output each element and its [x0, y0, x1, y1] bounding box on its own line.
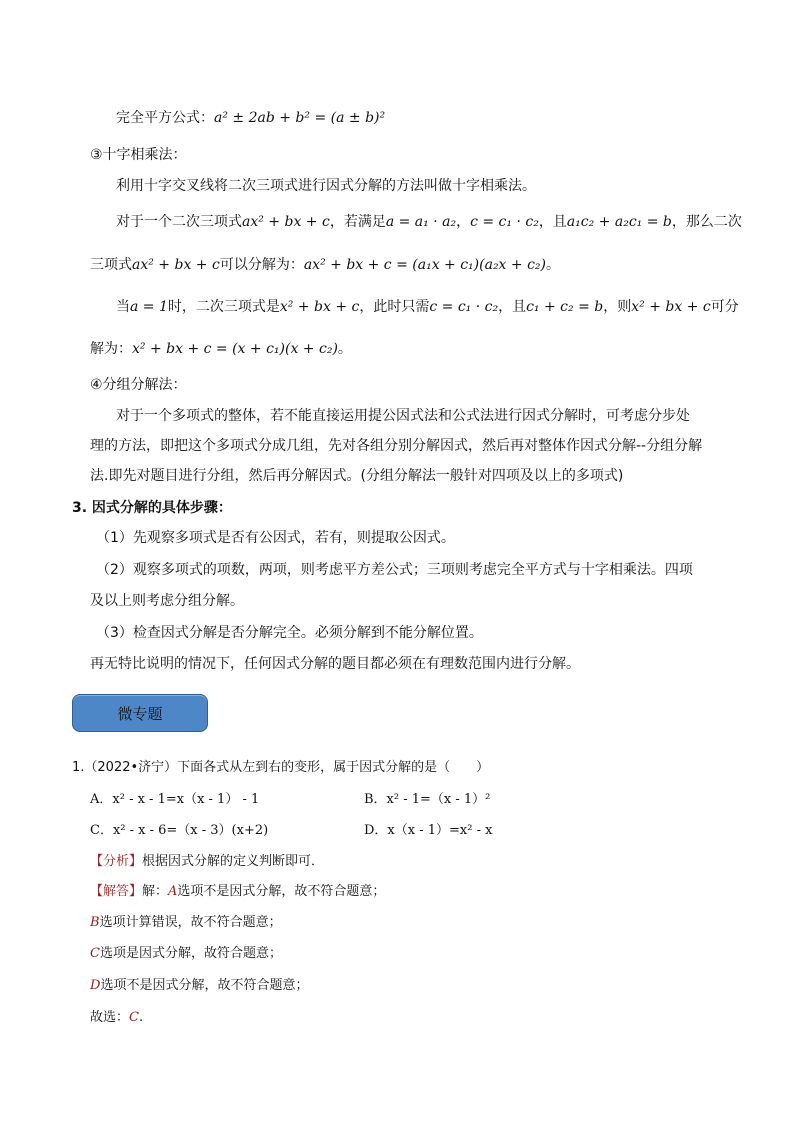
text: 可以分解为： — [219, 257, 304, 273]
text: 利用十字交叉线将二次三项式进行因式分解的方法叫做十字相乘法。 — [116, 178, 536, 194]
text: 选项是因式分解，故符合题意； — [99, 946, 282, 961]
math: c₁ + c₂ = b — [526, 299, 604, 315]
text: 当 — [116, 299, 130, 315]
final-answer — [90, 1008, 143, 1028]
math: x² + bx + c — [631, 299, 711, 315]
option-label: B．x² - 1=（x - 1）² — [364, 792, 491, 807]
text: . — [138, 1010, 144, 1025]
text: （2）观察多项式的项数，两项，则考虑平方差公式；三项则考虑完全平方式与十字相乘法。四项 — [96, 562, 693, 578]
math: ax² + bx + c = (a₁x + c₁)(a₂x + c₂) — [303, 257, 546, 273]
para-cross-result — [90, 255, 560, 275]
text: 三项式 — [90, 257, 132, 273]
option-b[interactable] — [364, 790, 490, 810]
answer-d — [90, 976, 308, 996]
text: （3）检查因式分解是否分解完全。必须分解到不能分解位置。 — [96, 625, 483, 641]
text: ，则 — [603, 299, 632, 315]
answer-tag: 【解答】 — [90, 884, 143, 899]
letter: A — [168, 884, 178, 899]
text: 根据因式分解的定义判断即可． — [142, 854, 325, 869]
text: ，此时只需 — [359, 299, 430, 315]
text: 完全平方公式： — [116, 110, 214, 126]
para-cross-method — [116, 176, 536, 196]
math: c = c₁ · c₂ — [470, 214, 539, 230]
step-1 — [96, 528, 455, 548]
text: 法.即先对题目进行分组，然后再分解因式。(分组分解法一般针对四项及以上的多项式) — [90, 468, 624, 484]
text: 3. 因式分解的具体步骤： — [72, 500, 232, 516]
text: ③十字相乘法： — [90, 147, 187, 163]
text: （1）先观察多项式是否有公因式，若有，则提取公因式。 — [96, 530, 455, 546]
letter: B — [90, 915, 100, 930]
answer-b — [90, 913, 282, 933]
text: ，且 — [538, 214, 567, 230]
answer-c — [90, 944, 282, 964]
text: ，那么二次 — [671, 214, 742, 230]
para-grouping-3 — [90, 466, 623, 486]
text: 解： — [142, 884, 169, 899]
math: ax² + bx + c — [132, 257, 220, 273]
text: 可分 — [710, 299, 739, 315]
text: ，若满足 — [329, 214, 386, 230]
math: c = c₁ · c₂ — [429, 299, 499, 315]
text: 对于一个多项式的整体，若不能直接运用提公因式法和公式法进行因式分解时，可考虑分步处 — [116, 408, 690, 424]
step-2-cont — [90, 591, 244, 611]
heading-steps — [72, 498, 232, 518]
text: 1.（2022•济宁）下面各式从左到右的变形，属于因式分解的是（ ） — [72, 760, 490, 775]
option-label: C．x² - x - 6=（x - 3）(x+2) — [90, 823, 269, 838]
text: 选项不是因式分解，故不符合题意； — [177, 884, 386, 899]
formula-perfect-square — [116, 108, 385, 128]
answer-letter: C — [129, 1010, 139, 1025]
option-c[interactable] — [90, 821, 268, 841]
letter: D — [90, 978, 101, 993]
math: ax² + bx + c — [242, 214, 330, 230]
text: 理的方法，即把这个多项式分成几组，先对各组分别分解因式，然后再对整体作因式分解--分组分解 — [90, 438, 703, 454]
math: x² + bx + c — [279, 299, 360, 315]
para-grouping-1 — [116, 406, 690, 426]
step-2 — [96, 560, 693, 580]
text: 故选： — [90, 1010, 130, 1025]
step-3 — [96, 623, 483, 643]
para-cross-condition — [116, 212, 742, 232]
answer-a — [90, 882, 385, 902]
option-d[interactable] — [364, 821, 492, 841]
math: a = a₁ · a₂ — [385, 214, 457, 230]
text: 再无特比说明的情况下，任何因式分解的题目都必须在有理数范围内进行分解。 — [90, 656, 580, 672]
option-label: D．x（x - 1）=x² - x — [364, 823, 493, 838]
math-perfect-square: a² ± 2ab + b² = (a ± b)² — [214, 110, 386, 126]
text: 。 — [337, 341, 352, 357]
text: 解为： — [90, 341, 132, 357]
math: a = 1 — [130, 299, 168, 315]
badge-label: 微专题 — [117, 704, 163, 723]
para-a-equals-one-result — [90, 339, 352, 359]
heading-grouping-method — [90, 375, 187, 395]
math: x² + bx + c = (x + c₁)(x + c₂) — [132, 341, 338, 357]
math: a₁c₂ + a₂c₁ = b — [566, 214, 672, 230]
text: 对于一个二次三项式 — [116, 214, 242, 230]
analysis — [90, 852, 324, 872]
para-a-equals-one — [116, 297, 739, 317]
text: 。 — [546, 257, 560, 273]
question-stem — [72, 758, 489, 778]
text: ④分组分解法： — [90, 377, 187, 393]
para-grouping-2 — [90, 436, 702, 456]
text: 选项计算错误，故不符合题意； — [99, 915, 282, 930]
text: 选项不是因式分解，故不符合题意； — [100, 978, 309, 993]
analysis-tag: 【分析】 — [90, 854, 143, 869]
option-label: A．x² - x - 1=x（x - 1） - 1 — [90, 792, 260, 807]
rule-rational — [90, 654, 580, 674]
heading-cross-method — [90, 145, 187, 165]
text: ，且 — [498, 299, 527, 315]
text: 时，二次三项式是 — [167, 299, 280, 315]
text: 及以上则考虑分组分解。 — [90, 593, 244, 609]
letter: C — [90, 946, 100, 961]
text: ， — [456, 214, 471, 230]
section-badge-micro-topic — [72, 694, 208, 732]
option-a[interactable] — [90, 790, 259, 810]
